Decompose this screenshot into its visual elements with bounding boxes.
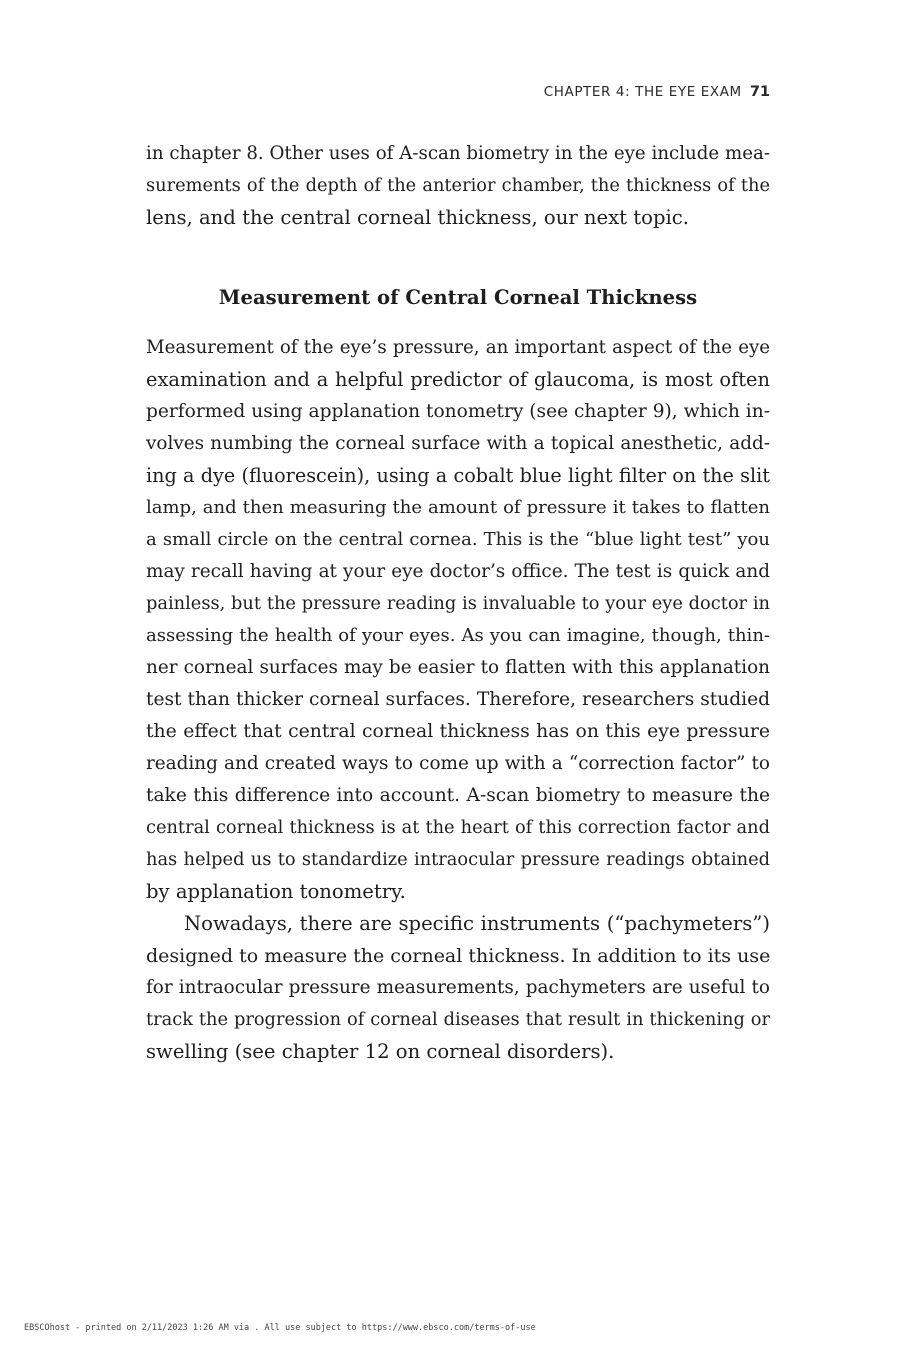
text-line: lens, and the central corneal thickness, our next topic. [146,206,689,229]
text-line: ner corneal surfaces may be easier to flatten with this applanation [146,657,770,678]
text-line: examination and a helpful predictor of glaucoma, is most often [146,368,770,391]
text-line: test than thicker corneal surfaces. Therefore, researchers studied [146,689,770,710]
text-line: ing a dye (fluorescein), using a cobalt blue light filter on the slit [146,464,770,487]
text-line: assessing the health of your eyes. As you can imagine, though, thin- [146,625,770,646]
text-line: reading and created ways to come up with a “correction factor” to [146,753,770,774]
text-line: painless, but the pressure reading is invaluable to your eye doctor in [146,593,770,614]
text-line: a small circle on the central cornea. This is the “blue light test” you [146,529,770,550]
print-footer: EBSCOhost - printed on 2/11/2023 1:26 AM via . All use subject to https://www.ebsco.com/terms-of-use [24,1323,536,1333]
text-line: Nowadays, there are specific instruments (“pachymeters”) [184,912,770,935]
text-line: in chapter 8. Other uses of A-scan biometry in the eye include mea- [146,143,770,164]
text-line: may recall having at your eye doctor’s office. The test is quick and [146,561,770,582]
text-line: the effect that central corneal thickness has on this eye pressure [146,721,770,742]
text-line: by applanation tonometry. [146,880,406,903]
text-line: designed to measure the corneal thickness. In addition to its use [146,945,771,967]
body-paragraph-2 [146,908,770,1068]
text-line: surements of the depth of the anterior chamber, the thickness of the [146,175,770,196]
section-heading: Measurement of Central Corneal Thickness [218,286,698,309]
page-number: 71 [749,84,770,100]
text-line: Measurement of the eye’s pressure, an important aspect of the eye [146,337,770,358]
text-line: track the progression of corneal diseases that result in thickening or [146,1009,770,1030]
text-line: performed using applanation tonometry (see chapter 9), which in- [146,401,770,422]
text-line: lamp, and then measuring the amount of pressure it takes to flatten [146,497,770,518]
text-line: central corneal thickness is at the heart of this correction factor and [146,817,770,838]
text-line: swelling (see chapter 12 on corneal disorders). [146,1040,615,1063]
chapter-title: CHAPTER 4: THE EYE EXAM [543,84,742,100]
intro-paragraph [146,138,770,234]
running-header [544,84,770,100]
page-body [146,138,770,1068]
body-paragraph-1 [146,332,770,908]
text-line: take this difference into account. A-scan biometry to measure the [146,785,770,806]
text-line: for intraocular pressure measurements, pachymeters are useful to [146,977,770,998]
text-line: has helped us to standardize intraocular pressure readings obtained [146,849,770,870]
text-line: volves numbing the corneal surface with a topical anesthetic, add- [146,433,770,454]
